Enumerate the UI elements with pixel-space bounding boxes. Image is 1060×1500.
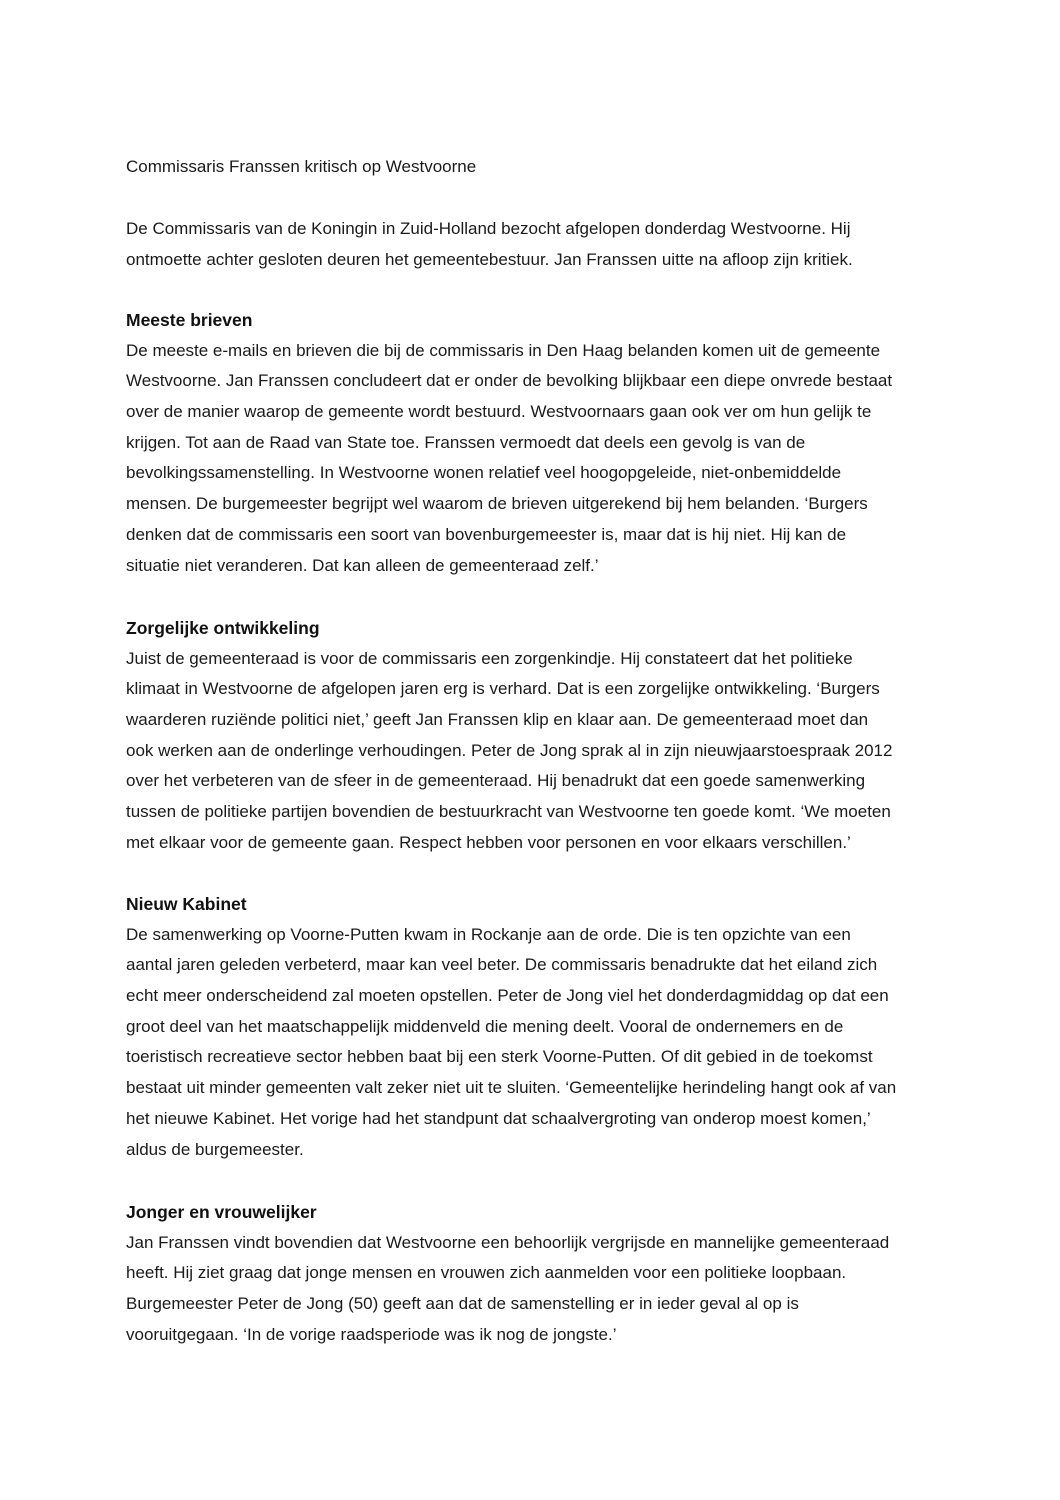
text-line: De samenwerking op Voorne-Putten kwam in Rockanje aan de orde. Die is ten opzichte van een [126, 924, 851, 944]
text-line: aantal jaren geleden verbeterd, maar kan veel beter. De commissaris benadrukte dat het eiland zich [126, 955, 878, 975]
text-line: De meeste e-mails en brieven die bij de commissaris in Den Haag belanden komen uit de gemeente [126, 340, 881, 360]
text-line: De Commissaris van de Koningin in Zuid-Holland bezocht afgelopen donderdag Westvoorne. Hij [126, 219, 851, 238]
text-line: groot deel van het maatschappelijk middenveld die mening deelt. Vooral de ondernemers en de [126, 1016, 844, 1036]
article-title: Commissaris Franssen kritisch op Westvoorne [126, 157, 477, 176]
text-line: vooruitgegaan. ‘In de vorige raadsperiode was ik nog de jongste.’ [126, 1324, 617, 1344]
text-line: Juist de gemeenteraad is voor de commissaris een zorgenkindje. Hij constateert dat het politieke [126, 648, 853, 668]
section-heading: Jonger en vrouwelijker [126, 1202, 317, 1222]
text-line: Burgemeester Peter de Jong (50) geeft aan dat de samenstelling er in ieder geval al op is [126, 1294, 799, 1314]
text-line: waarderen ruziënde politici niet,’ geeft Jan Franssen klip en klaar aan. De gemeenteraad moet dan [126, 710, 869, 730]
text-line: bevolkingssamenstelling. In Westvoorne wonen relatief veel hoogopgeleide, niet-onbemiddelde [126, 463, 842, 483]
section-meeste-brieven [126, 305, 956, 581]
section-jonger-en-vrouwelijker [126, 1197, 956, 1350]
text-line: echt meer onderscheidend zal moeten opstellen. Peter de Jong viel het donderdagmiddag op dat een [126, 986, 889, 1006]
section-zorgelijke-ontwikkeling [126, 613, 956, 859]
text-line: klimaat in Westvoorne de afgelopen jaren erg is verhard. Dat is een zorgelijke ontwikkeling. ‘Burgers [126, 679, 880, 699]
text-line: Jan Franssen vindt bovendien dat Westvoorne een behoorlijk vergrijsde en mannelijke gemeenteraad [126, 1232, 890, 1252]
text-line: met elkaar voor de gemeente gaan. Respect hebben voor personen en voor elkaars verschillen.’ [126, 832, 851, 852]
text-line: ook werken aan de onderlinge verhoudingen. Peter de Jong sprak al in zijn nieuwjaarstoespraak 2012 [126, 740, 893, 760]
section-heading: Zorgelijke ontwikkeling [126, 618, 320, 638]
intro-paragraph [126, 214, 956, 275]
text-line: tussen de politieke partijen bovendien de bestuurkracht van Westvoorne ten goede komt. ‘We moeten [126, 802, 891, 822]
section-nieuw-kabinet [126, 889, 956, 1165]
text-line: krijgen. Tot aan de Raad van State toe. Franssen vermoedt dat deels een gevolg is van de [126, 432, 806, 452]
text-line: over het verbeteren van de sfeer in de gemeenteraad. Hij benadrukt dat een goede samenwerking [126, 771, 866, 791]
text-line: denken dat de commissaris een soort van bovenburgemeester is, maar dat is hij niet. Hij kan de [126, 524, 847, 544]
text-line: bestaat uit minder gemeenten valt zeker niet uit te sluiten. ‘Gemeentelijke herindeling hangt ook af van [126, 1078, 897, 1098]
text-line: het nieuwe Kabinet. Het vorige had het standpunt dat schaalvergroting van onderop moest komen,’ [126, 1108, 871, 1128]
text-line: situatie niet veranderen. Dat kan alleen de gemeenteraad zelf.’ [126, 555, 599, 575]
section-heading: Meeste brieven [126, 310, 253, 330]
text-line: aldus de burgemeester. [126, 1139, 304, 1159]
text-line: Westvoorne. Jan Franssen concludeert dat er onder de bevolking blijkbaar een diepe onvrede bestaat [126, 371, 893, 391]
text-line: heeft. Hij ziet graag dat jonge mensen en vrouwen zich aanmelden voor een politieke loopbaan. [126, 1263, 847, 1283]
section-heading: Nieuw Kabinet [126, 894, 247, 914]
text-line: toeristisch recreatieve sector hebben baat bij een sterk Voorne-Putten. Of dit gebied in de toekomst [126, 1047, 873, 1067]
text-line: mensen. De burgemeester begrijpt wel waarom de brieven uitgerekend bij hem belanden. ‘Burgers [126, 494, 868, 514]
article-title-block [126, 152, 956, 183]
text-line: over de manier waarop de gemeente wordt bestuurd. Westvoornaars gaan ook ver om hun gelijk te [126, 402, 872, 422]
text-line: ontmoette achter gesloten deuren het gemeentebestuur. Jan Franssen uitte na afloop zijn kritiek. [126, 249, 853, 269]
